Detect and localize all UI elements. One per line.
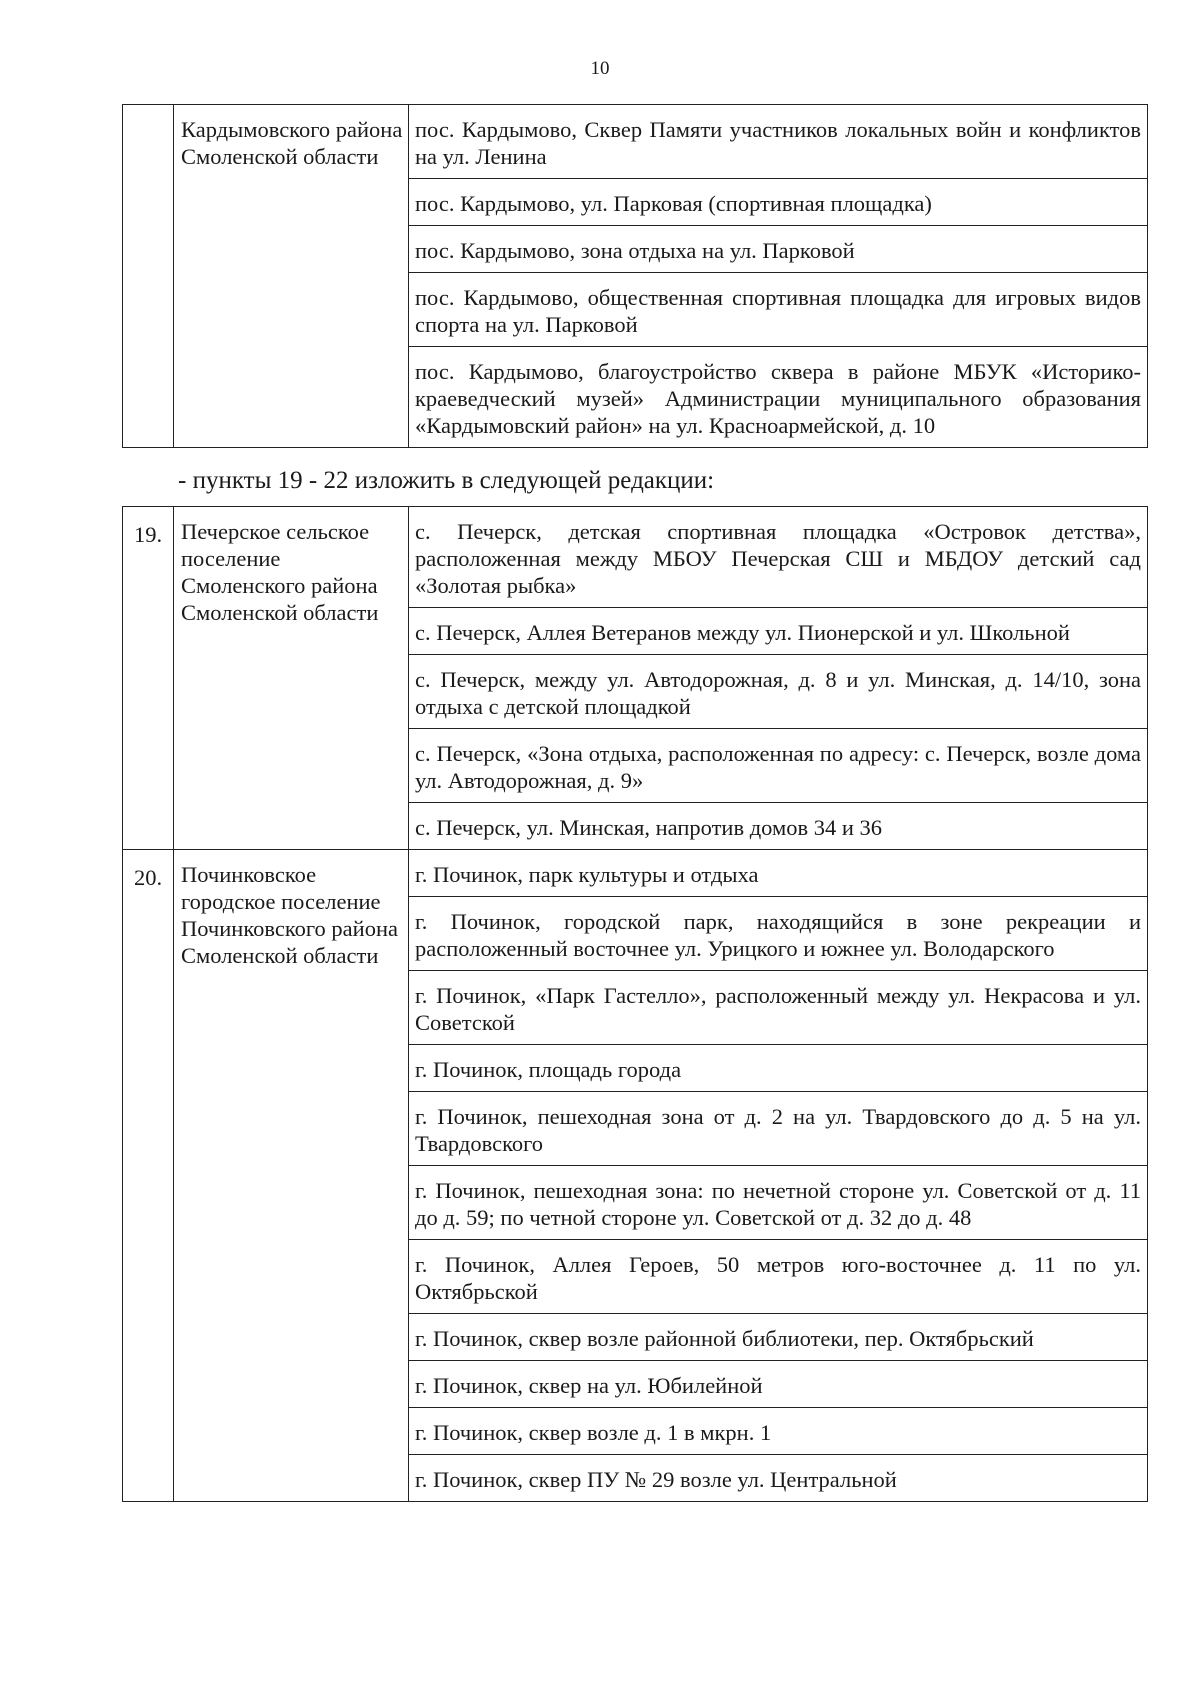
municipality-name-cell: Починковское городское поселение Починковского района Смоленской области [174,850,409,1502]
location-item: с. Печерск, Аллея Ветеранов между ул. Пионерской и ул. Школьной [409,608,1147,655]
location-item: г. Починок, сквер возле районной библиотеки, пер. Октябрьский [409,1314,1147,1361]
location-item: г. Починок, сквер возле д. 1 в мкрн. 1 [409,1408,1147,1455]
location-item: с. Печерск, «Зона отдыха, расположенная по адресу: с. Печерск, возле дома ул. Автодорожная, д. 9» [409,729,1147,803]
page-number: 10 [590,58,610,79]
location-item: с. Печерск, между ул. Автодорожная, д. 8 и ул. Минская, д. 14/10, зона отдыха с детской площадкой [409,655,1147,729]
amendment-instruction: - пункты 19 - 22 изложить в следующей редакции: [178,467,715,494]
locations-cell [409,850,1148,1502]
location-item: г. Починок, сквер на ул. Юбилейной [409,1361,1147,1408]
location-item: с. Печерск, детская спортивная площадка «Островок детства», расположенная между МБОУ Печерская СШ и МБДОУ детский сад «Золотая рыбка» [409,507,1147,608]
location-item: пос. Кардымово, зона отдыха на ул. Парковой [409,226,1147,273]
location-item: пос. Кардымово, общественная спортивная площадка для игровых видов спорта на ул. Парковой [409,273,1147,347]
row-number-cell [123,105,174,448]
municipality-name-cell: Кардымовского района Смоленской области [174,105,409,448]
location-item: г. Починок, «Парк Гастелло», расположенный между ул. Некрасова и ул. Советской [409,971,1147,1045]
location-item: пос. Кардымово, ул. Парковая (спортивная площадка) [409,179,1147,226]
location-item: г. Починок, парк культуры и отдыха [409,850,1147,897]
table-row [123,507,1148,850]
table-amended-items [122,506,1148,1502]
location-item: пос. Кардымово, Сквер Памяти участников локальных войн и конфликтов на ул. Ленина [409,105,1147,179]
location-item: г. Починок, Аллея Героев, 50 метров юго-восточнее д. 11 по ул. Октябрьской [409,1240,1147,1314]
municipality-name-cell: Печерское сельское поселение Смоленского района Смоленской области [174,507,409,850]
location-item: г. Починок, пешеходная зона от д. 2 на ул. Твардовского до д. 5 на ул. Твардовского [409,1092,1147,1166]
location-item: г. Починок, пешеходная зона: по нечетной стороне ул. Советской от д. 11 до д. 59; по четной стороне ул. Советской от д. 32 до д. 48 [409,1166,1147,1240]
row-number-cell: 19. [123,507,174,850]
location-item: г. Починок, сквер ПУ № 29 возле ул. Центральной [415,1467,897,1492]
row-number-cell: 20. [123,850,174,1502]
location-item: с. Печерск, ул. Минская, напротив домов 34 и 36 [415,815,883,840]
locations-cell [409,507,1148,850]
table-row [123,850,1148,1502]
location-item: пос. Кардымово, благоустройство сквера в районе МБУК «Историко-краеведческий музей» Администрации муниципального образования «Кардымовский район» на ул. Красноармейской, д. 10 [415,359,1141,438]
table-continued [122,104,1148,448]
location-item: г. Починок, городской парк, находящийся в зоне рекреации и расположенный восточнее ул. Урицкого и южнее ул. Володарского [409,897,1147,971]
table-row [123,105,1148,448]
locations-cell [409,105,1148,448]
location-item: г. Починок, площадь города [409,1045,1147,1092]
